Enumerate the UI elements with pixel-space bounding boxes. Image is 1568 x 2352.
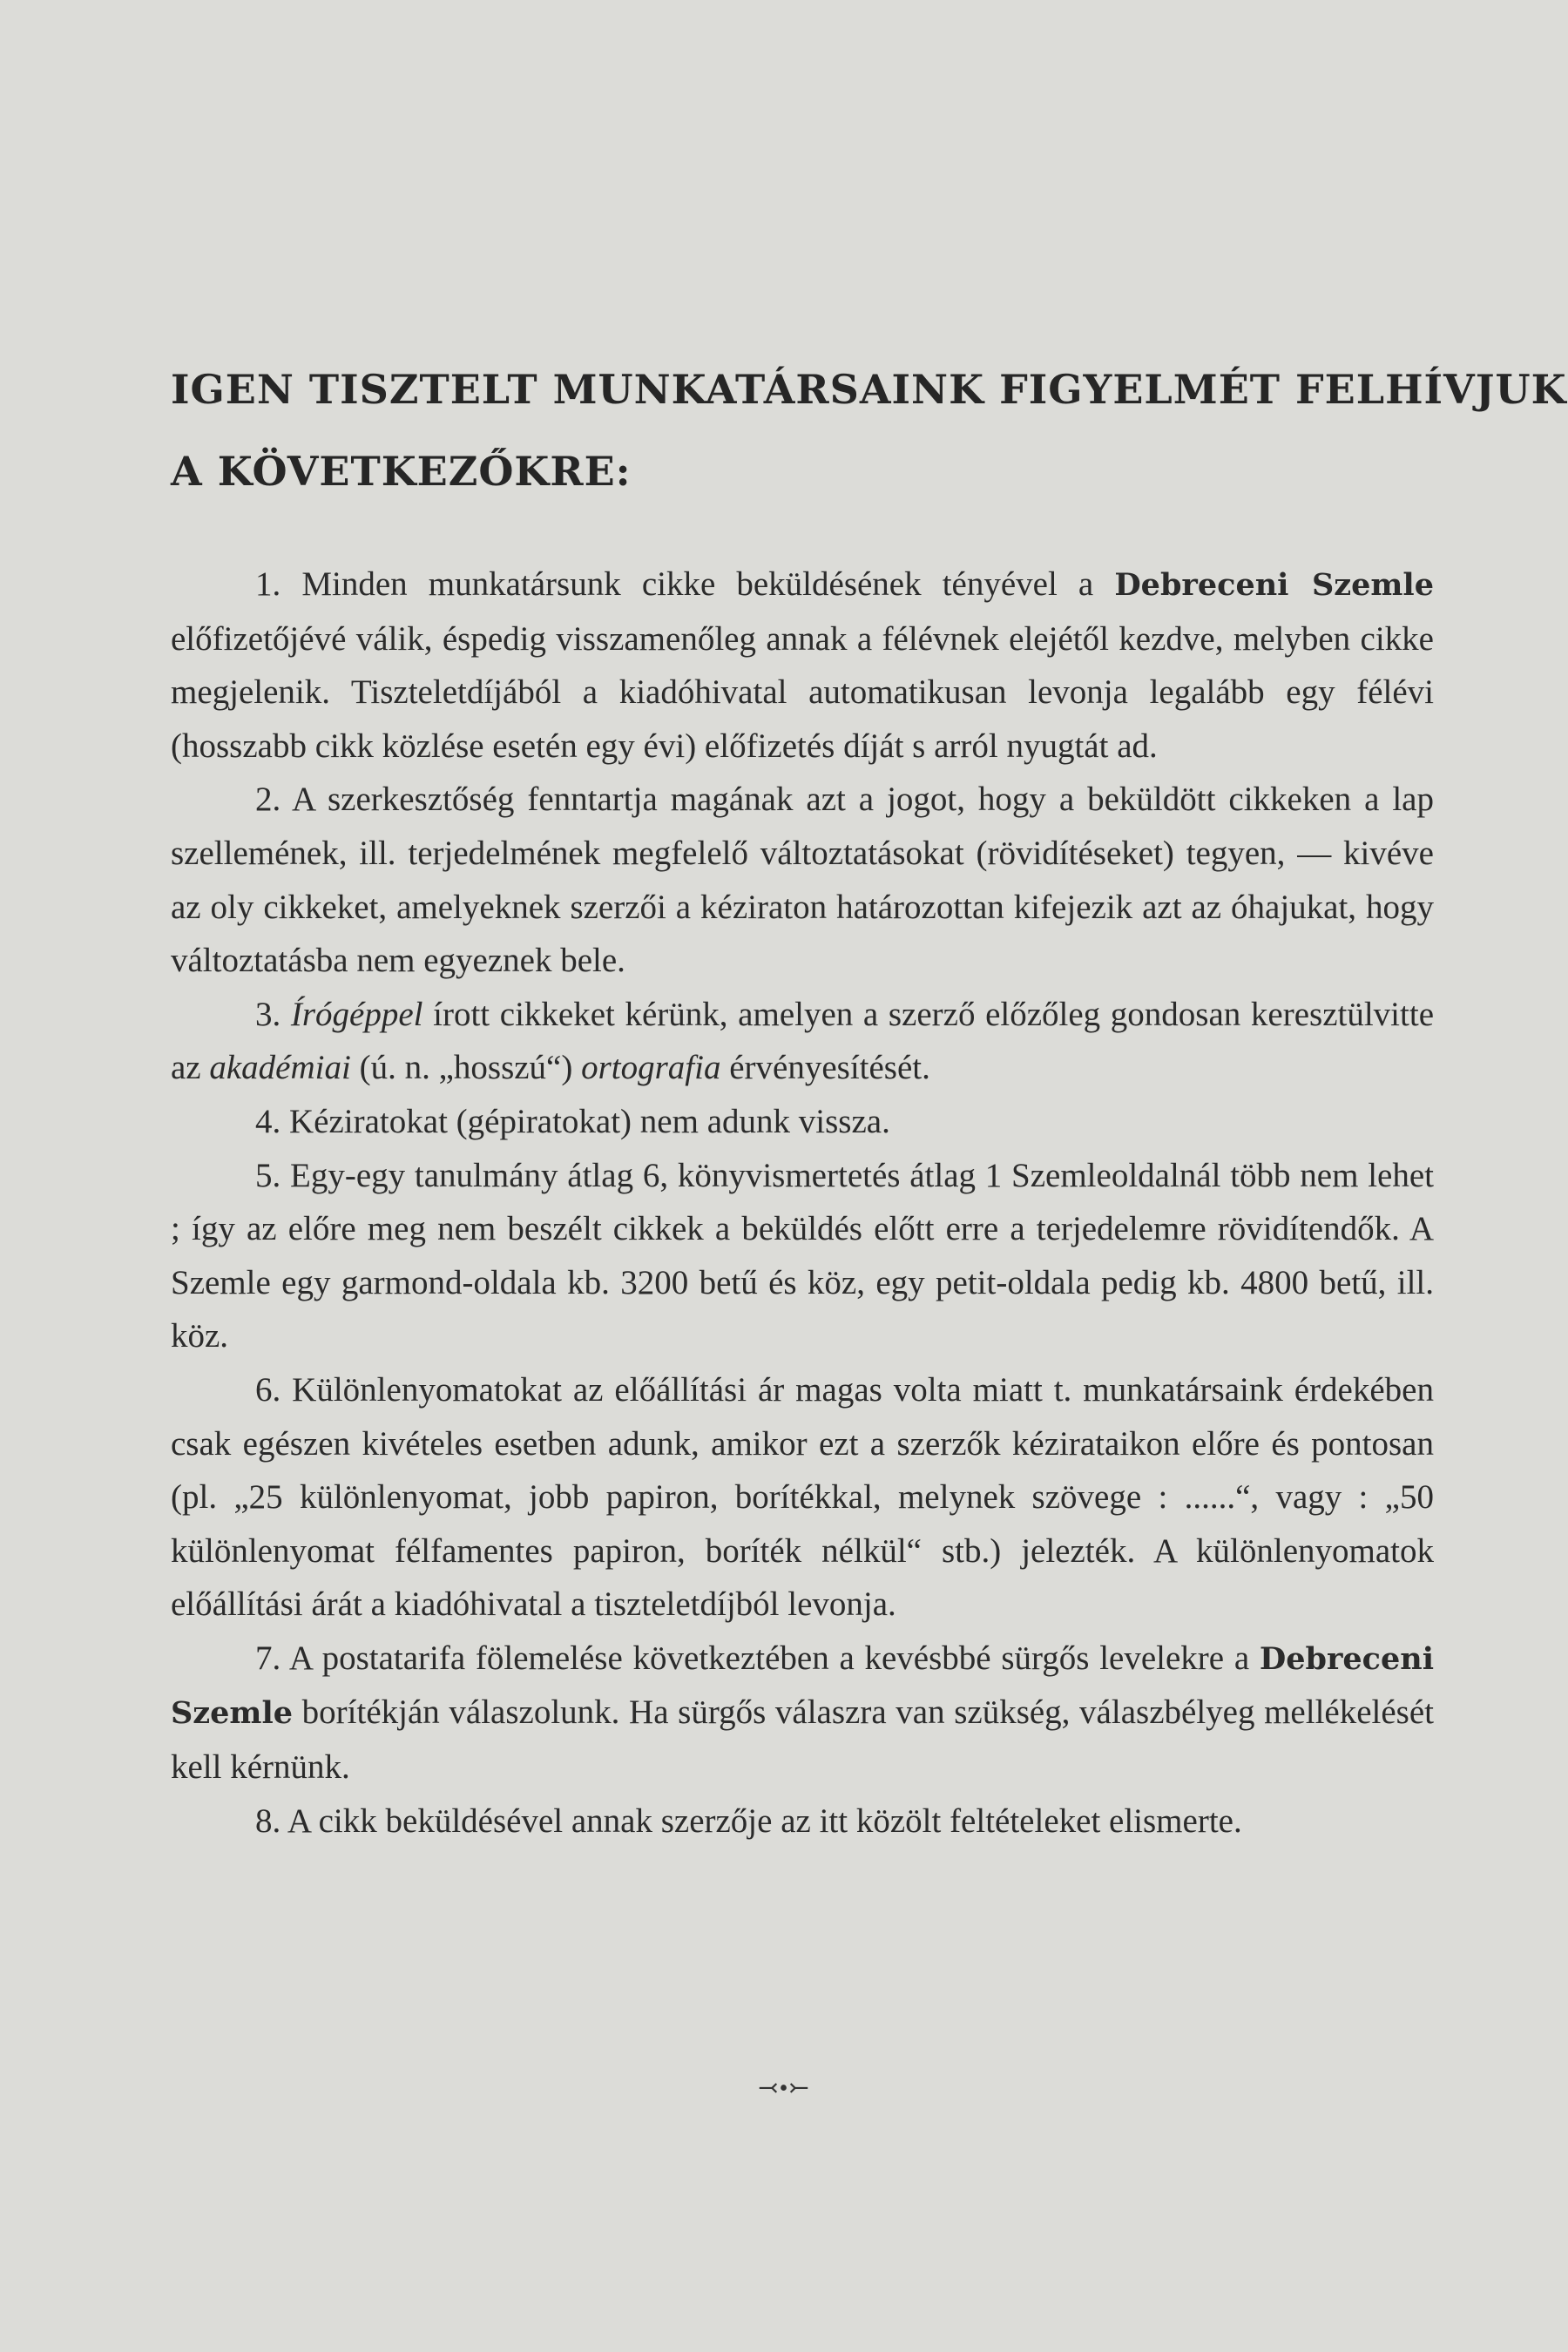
notice-heading	[171, 348, 1567, 512]
paragraph-number: 2.	[255, 781, 281, 819]
paragraph-number: 5.	[255, 1156, 281, 1194]
paragraph-number: 1.	[255, 565, 281, 603]
paragraph-number: 4.	[255, 1102, 281, 1140]
paragraph-7: 7. A postatarifa fölemelése következtében a kevésbbé sürgős levelekre a Debreceni Szemle borítékján válaszolunk. Ha sürgős válaszra van szükség, válaszbélyeg mellékelését kell kérnünk.	[171, 1639, 1434, 1787]
paragraph-5: 5. Egy-egy tanulmány átlag 6, könyvismertetés átlag 1 Szemleoldalnál több nem lehet ; így az előre meg nem beszélt cikkek a beküldés előtt erre a terjedelemre rövidítendők. A Szemle egy garmond-oldala kb. 3200 betű és köz, egy petit-oldala pedig kb. 4800 betű, ill. köz.	[171, 1156, 1434, 1355]
paragraph-number: 3.	[255, 995, 281, 1033]
heading-line-2: A KÖVETKEZŐKRE:	[171, 448, 632, 495]
paragraph-4: 4. Kéziratokat (gépiratokat) nem adunk vissza.	[255, 1102, 890, 1140]
ornament-divider: ⤙•⤚	[758, 2075, 810, 2102]
paragraph-number: 6.	[255, 1370, 281, 1409]
paragraph-3: 3. Írógéppel írott cikkeket kérünk, amelyen a szerző előzőleg gondosan keresztülvitte az akadémiai (ú. n. „hosszú“) ortografia érvényesítését.	[171, 995, 1435, 1087]
paragraph-number: 8.	[255, 1801, 281, 1840]
notice-body	[171, 558, 1434, 1848]
paragraph-6: 6. Különlenyomatokat az előállítási ár magas volta miatt t. munkatársaink érdekében csak egészen kivételes esetben adunk, amikor ezt a szerzők kézirataikon előre és pontosan (pl. „25 különlenyomat, jobb papiron, borítékkal, melynek szövege : ......“, vagy : „50 különlenyomat félfamentes papiron, boríték nélkül“ stb.) jelezték. A különlenyomatok előállítási árát a kiadóhivatal a tiszteletdíjból levonja.	[171, 1370, 1434, 1624]
journal-name: Debreceni Szemle	[1114, 567, 1434, 603]
paragraph-2: 2. A szerkesztőség fenntartja magának azt a jogot, hogy a beküldött cikkeken a lap szellemének, ill. terjedelmének megfelelő változtatásokat (rövidítéseket) tegyen, — kivéve az oly cikkeket, amelyeknek szerzői a kéziraton határozottan kifejezik azt az óhajukat, hogy változtatásba nem egyeznek bele.	[171, 781, 1434, 980]
heading-line-1: IGEN TISZTELT MUNKATÁRSAINK FIGYELMÉT FELHÍVJUK	[171, 366, 1567, 413]
journal-name: Debreceni Szemle	[171, 1640, 1434, 1732]
paragraph-number: 7.	[255, 1639, 281, 1677]
paragraph-8: 8. A cikk beküldésével annak szerzője az itt közölt feltételeket elismerte.	[255, 1801, 1242, 1840]
paragraph-1: 1. Minden munkatársunk cikke beküldésének tényével a Debreceni Szemle előfizetőjévé válik, éspedig visszamenőleg annak a félévnek elejétől kezdve, melyben cikke megjelenik. Tiszteletdíjából a kiadóhivatal automatikusan levonja legalább egy félévi (hosszabb cikk közlése esetén egy évi) előfizetés díját s arról nyugtát ad.	[171, 565, 1434, 765]
